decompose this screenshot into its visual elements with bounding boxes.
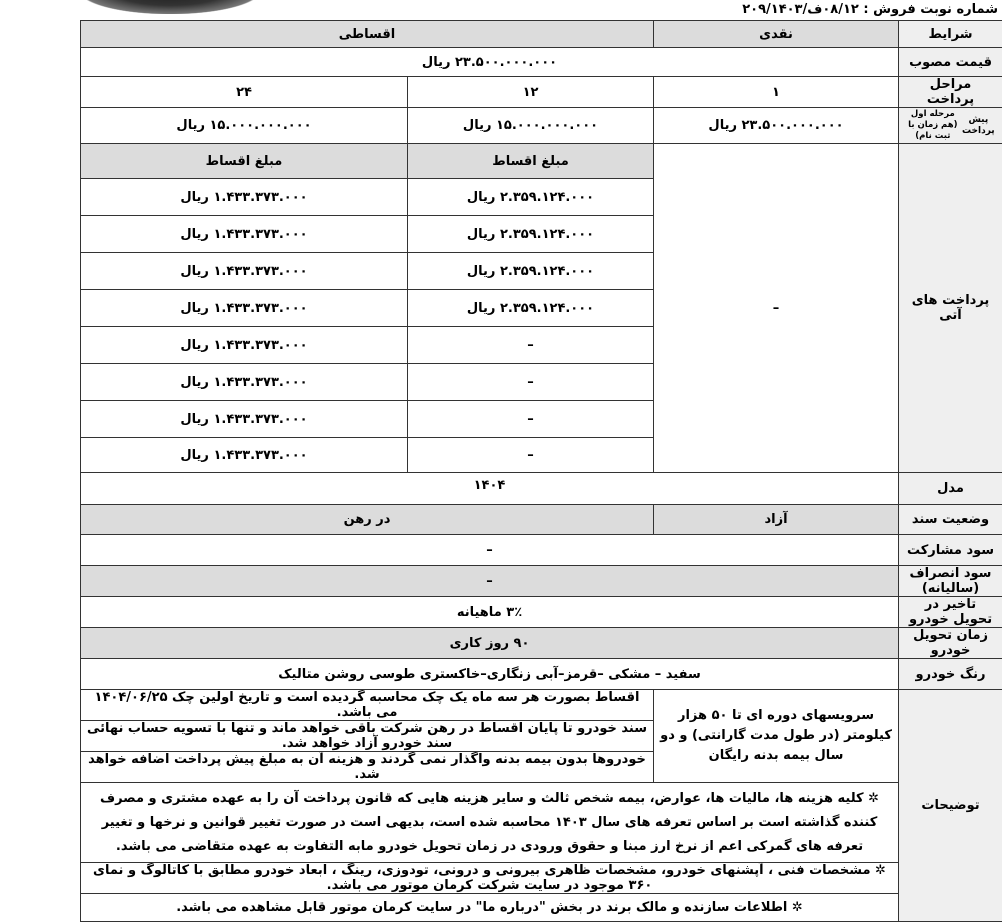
installment-24: ۱.۴۳۳.۳۷۳.۰۰۰ ریال	[81, 327, 408, 364]
installment-12: ۲.۳۵۹.۱۲۴.۰۰۰ ریال	[408, 179, 654, 216]
future-header-row	[81, 144, 1002, 179]
installment-24: ۱.۴۳۳.۳۷۳.۰۰۰ ریال	[81, 253, 408, 290]
bullet-icon: ✲	[875, 863, 886, 878]
participation-profit-row	[81, 535, 1002, 566]
installment-24: ۱.۴۳۳.۳۷۳.۰۰۰ ریال	[81, 216, 408, 253]
document-status-installment: در رهن	[81, 505, 654, 535]
notes-label: توضیحات	[899, 690, 1002, 922]
prepayment-cash: ۲۳.۵۰۰.۰۰۰.۰۰۰ ریال	[654, 108, 899, 144]
conditions-row	[81, 21, 1002, 48]
installment-24: ۱.۴۳۳.۳۷۳.۰۰۰ ریال	[81, 290, 408, 327]
delivery-time-value: ۹۰ روز کاری	[81, 628, 899, 659]
installment-note: سند خودرو تا پایان اقساط در رهن شرکت باقی خواهد ماند و تنها با تسویه حساب نهائی سند خودرو آزاد خواهد شد.	[81, 721, 654, 752]
bullet-icon: ✲	[792, 900, 803, 915]
installment-note: خودروها بدون بیمه بدنه واگذار نمی گردند و هزینه آن به مبلغ پیش پرداخت اضافه خواهد شد.	[81, 752, 654, 783]
model-year: ۱۴۰۴	[81, 473, 899, 505]
delivery-delay-label: تاخیر در تحویل خودرو	[899, 597, 1002, 628]
installment-amount-header-12: مبلغ اقساط	[408, 144, 654, 179]
installment-12: –	[408, 438, 654, 473]
payment-stages-label: مراحل پرداخت	[899, 77, 1002, 108]
approved-price-row	[81, 48, 1002, 77]
cancellation-profit-label: سود انصراف (سالیانه)	[899, 566, 1002, 597]
stage-one-label: مرحله اول	[911, 109, 955, 119]
tax-note: ✲ کلیه هزینه ها، مالیات ها، عوارض، بیمه شخص ثالث و سایر هزینه هایی که قانون پرداخت آن را به عهده مشتری و مصرف کننده گذاشته است بر اساس تعرفه های سال ۱۴۰۳ محاسبه شده است، بدیهی است در صورت تغییر قوانین و نرخها و تغییر تعرفه های گمرکی اعم از نرخ ارز مبنا و حقوق ورودی در زمان تحویل خودرو مابه التفاوت به عهده متقاضی می باشد.	[81, 783, 899, 863]
spec-note: ✲ مشخصات فنی ، آپشنهای خودرو، مشخصات ظاهری بیرونی و درونی، تودوزی، رینگ ، ابعاد خودرو مطابق با کاتالوگ و نمای ۳۶۰ موجود در سایت شرکت کرمان موتور می باشد.	[81, 863, 899, 894]
prepayment-label-cell	[899, 108, 1002, 144]
future-payments-label: پرداخت های آتی	[899, 144, 1002, 473]
service-note: سرویسهای دوره ای تا ۵۰ هزار کیلومتر (در طول مدت گارانتی) و دو سال بیمه بدنه رایگان	[654, 690, 899, 783]
notes-row	[81, 863, 1002, 894]
cash-column-header: نقدی	[654, 21, 899, 48]
stage-12: ۱۲	[408, 77, 654, 108]
sales-turn-label: شماره نوبت فروش :	[863, 2, 998, 17]
cancellation-profit-row	[81, 566, 1002, 597]
prepayment-row	[81, 108, 1002, 144]
document-status-cash: آزاد	[654, 505, 899, 535]
installment-note: اقساط بصورت هر سه ماه یک چک محاسبه گردیده است و تاریخ اولین چک ۱۴۰۴/۰۶/۲۵ می باشد.	[81, 690, 654, 721]
sales-conditions-table	[80, 20, 1002, 922]
installment-24: ۱.۴۳۳.۳۷۳.۰۰۰ ریال	[81, 364, 408, 401]
notes-row	[81, 783, 1002, 863]
installment-12: ۲.۳۵۹.۱۲۴.۰۰۰ ریال	[408, 253, 654, 290]
participation-profit-value: –	[81, 535, 899, 566]
document-status-row	[81, 505, 1002, 535]
delivery-time-label: زمان تحویل خودرو	[899, 628, 1002, 659]
installment-12: –	[408, 401, 654, 438]
approved-price-value: ۲۳.۵۰۰.۰۰۰.۰۰۰ ریال	[81, 48, 899, 77]
delivery-delay-row	[81, 597, 1002, 628]
prepayment-label: پیش پرداخت	[961, 115, 996, 137]
installment-12: –	[408, 327, 654, 364]
prepayment-24: ۱۵.۰۰۰.۰۰۰.۰۰۰ ریال	[81, 108, 408, 144]
installment-12: ۲.۳۵۹.۱۲۴.۰۰۰ ریال	[408, 216, 654, 253]
sales-turn-number	[742, 2, 998, 17]
conditions-label: شرایط	[899, 21, 1002, 48]
car-color-row	[81, 659, 1002, 690]
installment-24: ۱.۴۳۳.۳۷۳.۰۰۰ ریال	[81, 438, 408, 473]
installment-12: ۲.۳۵۹.۱۲۴.۰۰۰ ریال	[408, 290, 654, 327]
notes-row	[81, 690, 1002, 721]
car-color-value: سفید – مشکی –قرمز–آبی زنگاری–خاکستری طوسی روشن متالیک	[81, 659, 899, 690]
prepayment-12: ۱۵.۰۰۰.۰۰۰.۰۰۰ ریال	[408, 108, 654, 144]
installment-12: –	[408, 364, 654, 401]
sales-turn-value: ۰۸/۱۲ف/۲۰۹/۱۴۰۳	[742, 2, 859, 17]
cancellation-profit-value: –	[81, 566, 899, 597]
stage-cash: ۱	[654, 77, 899, 108]
installment-column-header: اقساطی	[81, 21, 654, 48]
delivery-delay-value: ۳٪ ماهیانه	[81, 597, 899, 628]
model-label: مدل	[899, 473, 1002, 505]
approved-price-label: قیمت مصوب	[899, 48, 1002, 77]
car-color-label: رنگ خودرو	[899, 659, 1002, 690]
stage-one-note: (هم زمان با ثبت نام)	[908, 120, 957, 141]
future-cash-value: –	[654, 144, 899, 473]
maker-note: ✲ اطلاعات سازنده و مالک برند در بخش "درباره ما" در سایت کرمان موتور قابل مشاهده می باشد.	[81, 894, 899, 922]
stage-24: ۲۴	[81, 77, 408, 108]
delivery-time-row	[81, 628, 1002, 659]
participation-profit-label: سود مشارکت	[899, 535, 1002, 566]
payment-stages-row	[81, 77, 1002, 108]
bullet-icon: ✲	[868, 791, 879, 806]
document-status-label: وضعیت سند	[899, 505, 1002, 535]
installment-24: ۱.۴۳۳.۳۷۳.۰۰۰ ریال	[81, 401, 408, 438]
model-row	[81, 473, 1002, 505]
installment-24: ۱.۴۳۳.۳۷۳.۰۰۰ ریال	[81, 179, 408, 216]
photo-edge-shadow	[80, 0, 260, 14]
notes-row	[81, 894, 1002, 922]
installment-amount-header-24: مبلغ اقساط	[81, 144, 408, 179]
